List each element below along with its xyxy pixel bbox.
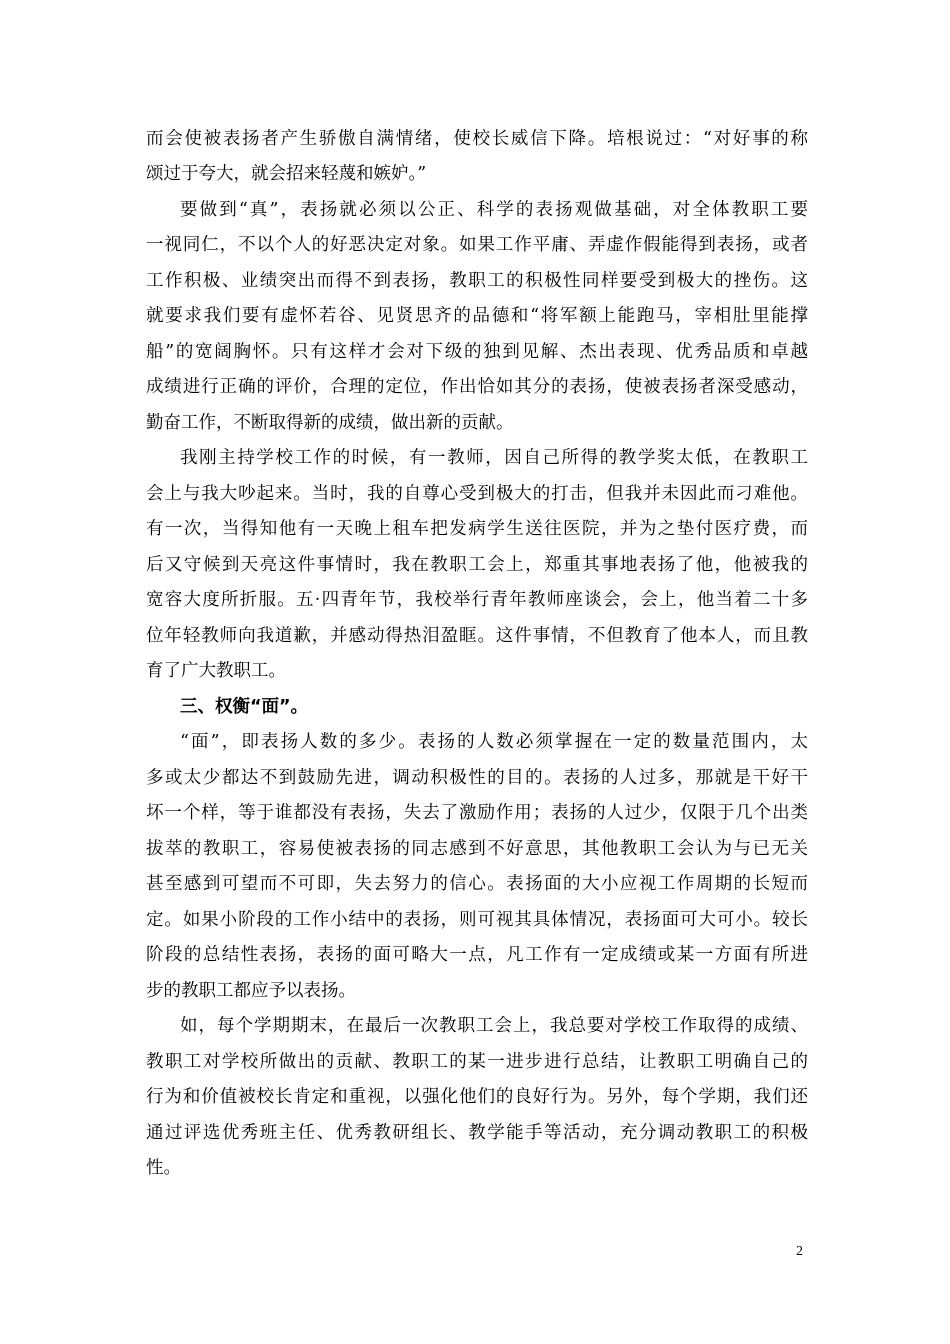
paragraph-line: 育了广大教职工。: [146, 661, 286, 681]
paragraph-line: 多或太少都达不到鼓励先进，调动积极性的目的。表扬的人过多，那就是干好干: [146, 768, 808, 788]
paragraph-line: 宽容大度所折服。五·四青年节，我校举行青年教师座谈会，会上，他当着二十多: [146, 590, 808, 610]
paragraph-line: 阶段的总结性表扬，表扬的面可略大一点，凡工作有一定成绩或某一方面有所进: [146, 945, 808, 965]
paragraph-line: 我刚主持学校工作的时候，有一教师，因自己所得的教学奖太低，在教职工: [180, 448, 808, 468]
paragraph-line: “面”，即表扬人数的多少。表扬的人数必须掌握在一定的数量范围内，太: [180, 732, 808, 752]
paragraph-line: 而会使被表扬者产生骄傲自满情绪，使校长威信下降。培根说过：“对好事的称: [146, 129, 808, 149]
section-heading: 三、权衡“面”。: [180, 697, 309, 717]
paragraph-line: 成绩进行正确的评价，合理的定位，作出恰如其分的表扬，使被表扬者深受感动，: [146, 377, 808, 397]
paragraph-line: 就要求我们要有虚怀若谷、见贤思齐的品德和“将军额上能跑马，宰相肚里能撑: [146, 306, 808, 326]
paragraph-line: 勤奋工作，不断取得新的成绩，做出新的贡献。: [146, 413, 514, 433]
paragraph-line: 性。: [146, 1158, 181, 1178]
paragraph-line: 要做到“真”，表扬就必须以公正、科学的表扬观做基础，对全体教职工要: [180, 200, 808, 220]
paragraph-line: 行为和价值被校长肯定和重视，以强化他们的良好行为。另外，每个学期，我们还: [146, 1087, 808, 1107]
paragraph-line: 如，每个学期期末，在最后一次教职工会上，我总要对学校工作取得的成绩、: [180, 1016, 808, 1036]
paragraph-line: 步的教职工都应予以表扬。: [146, 981, 356, 1001]
paragraph-line: 拔萃的教职工，容易使被表扬的同志感到不好意思，其他教职工会认为与已无关: [146, 839, 808, 859]
paragraph-line: 甚至感到可望而不可即，失去努力的信心。表扬面的大小应视工作周期的长短而: [146, 874, 808, 894]
paragraph-line: 一视同仁，不以个人的好恶决定对象。如果工作平庸、弄虚作假能得到表扬，或者: [146, 235, 808, 255]
paragraph-line: 有一次，当得知他有一天晚上租车把发病学生送往医院，并为之垫付医疗费，而: [146, 519, 808, 539]
paragraph-line: 定。如果小阶段的工作小结中的表扬，则可视其具体情况，表扬面可大可小。较长: [146, 910, 808, 930]
paragraph-line: 船”的宽阔胸怀。只有这样才会对下级的独到见解、杰出表现、优秀品质和卓越: [146, 342, 808, 362]
paragraph-line: 会上与我大吵起来。当时，我的自尊心受到极大的打击，但我并未因此而刁难他。: [146, 484, 808, 504]
paragraph-line: 教职工对学校所做出的贡献、教职工的某一进步进行总结，让教职工明确自己的: [146, 1052, 808, 1072]
page-number: 2: [796, 1244, 803, 1259]
paragraph-line: 后又守候到天亮这件事情时，我在教职工会上，郑重其事地表扬了他，他被我的: [146, 555, 808, 575]
paragraph-line: 工作积极、业绩突出而得不到表扬，教职工的积极性同样要受到极大的挫伤。这: [146, 271, 808, 291]
paragraph-line: 通过评选优秀班主任、优秀教研组长、教学能手等活动，充分调动教职工的积极: [146, 1123, 808, 1143]
paragraph-line: 位年轻教师向我道歉，并感动得热泪盈眶。这件事情，不但教育了他本人，而且教: [146, 626, 808, 646]
paragraph-line: 颂过于夸大，就会招来轻蔑和嫉妒。”: [146, 164, 427, 184]
paragraph-line: 坏一个样，等于谁都没有表扬，失去了激励作用；表扬的人过少，仅限于几个出类: [146, 803, 808, 823]
